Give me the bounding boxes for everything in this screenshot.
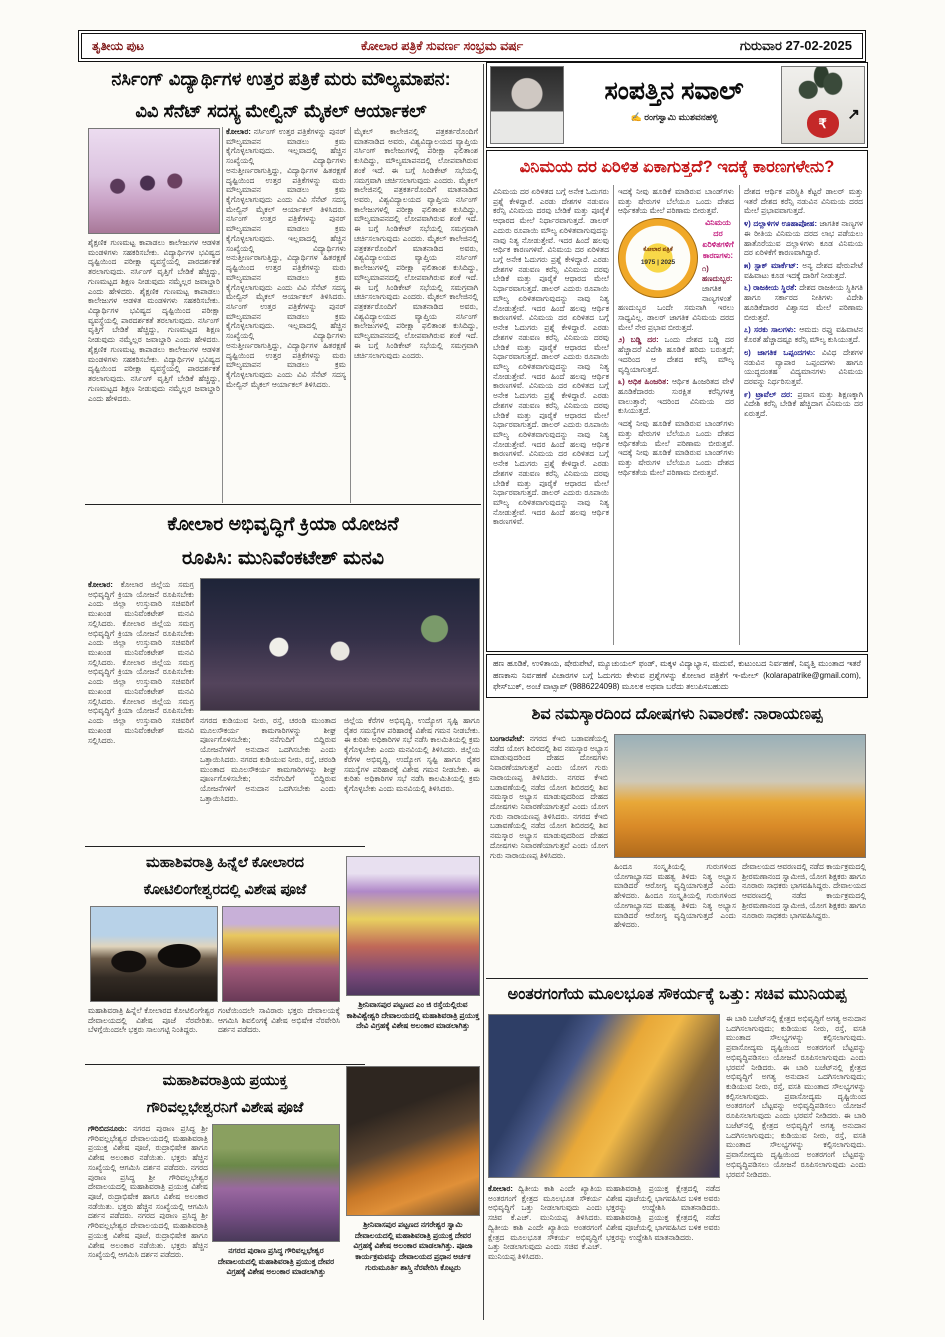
item-lead: ೫) ಸ್ಟಾಕ್ ಮಾರ್ಕೆಟ್:: [744, 261, 799, 271]
wealth-col3-top-text: ದೇಶದ ಆರ್ಥಿಕ ಪರಿಸ್ಥಿತಿ ಕೆಟ್ಟರೆ ಡಾಲರ್ ಮತ್ತು ಇತರೆ ದೇಶದ ಕರೆನ್ಸಿ ನಡುವಿನ ವಿನಿಮಯ ದರದ ಮೇಲೆ ಪ್ರಭಾವವಾಗುತ್ತದೆ.: [744, 187, 863, 216]
shiva-yoga-headline: ಶಿವ ನಮಸ್ಕಾರದಿಂದ ದೋಷಗಳು ನಿವಾರಣೆ: ನಾರಾಯಣಪ್ಪ: [531, 706, 823, 723]
item-text: ಅನ್ಯ ದೇಶದ ಷೇರುಪೇಟೆ ವಹಿವಾಟು ಕೂಡ ಇದಕ್ಕೆ ದಾರಿಗೆ ನೀಡುತ್ತದೆ.: [744, 261, 863, 280]
nursing-body-col1: [226, 127, 346, 503]
shiva-yoga-col1-text: ನಗರದ ಕೆಇಬಿ ಬಡಾವಣೆಯಲ್ಲಿ ನಡೆದ ಯೋಗ ಶಿಬಿರದಲ್ಲಿ ಶಿವ ನಮಸ್ಕಾರ ಅಭ್ಯಾಸ ಮಾಡುವುದರಿಂದ ದೇಹದ ದೋಷಗಳು ನಿವಾರಣೆಯಾಗುತ್ತವೆ ಎಂದು ಯೋಗ ಗುರು ನಾರಾಯಣಪ್ಪ ತಿಳಿಸಿದರು. ನಗರದ ಕೆಇಬಿ ಬಡಾವಣೆಯಲ್ಲಿ ನಡೆದ ಯೋಗ ಶಿಬಿರದಲ್ಲಿ ಶಿವ ನಮಸ್ಕಾರ ಅಭ್ಯಾಸ ಮಾಡುವುದರಿಂದ ದೇಹದ ದೋಷಗಳು ನಿವಾರಣೆಯಾಗುತ್ತವೆ ಎಂದು ಯೋಗ ಗುರು ನಾರಾಯಣಪ್ಪ ತಿಳಿಸಿದರು. ನಗರದ ಕೆಇಬಿ ಬಡಾವಣೆಯಲ್ಲಿ ನಡೆದ ಯೋಗ ಶಿಬಿರದಲ್ಲಿ ಶಿವ ನಮಸ್ಕಾರ ಅಭ್ಯಾಸ ಮಾಡುವುದರಿಂದ ದೇಹದ ದೋಷಗಳು ನಿವಾರಣೆಯಾಗುತ್ತವೆ ಎಂದು ಯೋಗ ಗುರು ನಾರಾಯಣಪ್ಪ ತಿಳಿಸಿದರು.: [490, 734, 608, 860]
wealth-column-title: ಸಂಪತ್ತಿನ ಸವಾಲ್: [604, 77, 744, 105]
kolar-dev-dais-photo: [200, 578, 480, 711]
kolar-dev-col1-text: ಕೋಲಾರ ಜಿಲ್ಲೆಯ ಸಮಗ್ರ ಅಭಿವೃದ್ಧಿಗೆ ಕ್ರಿಯಾ ಯೋಜನೆ ರೂಪಿಸಬೇಕು ಎಂದು ಜಿಲ್ಲಾ ಉಸ್ತುವಾರಿ ಸಚಿವರಿಗೆ ಮುಖಂಡ ಮುನಿವೆಂಕಟೇಶ್ ಮನವಿ ಸಲ್ಲಿಸಿದರು. ಕೋಲಾರ ಜಿಲ್ಲೆಯ ಸಮಗ್ರ ಅಭಿವೃದ್ಧಿಗೆ ಕ್ರಿಯಾ ಯೋಜನೆ ರೂಪಿಸಬೇಕು ಎಂದು ಜಿಲ್ಲಾ ಉಸ್ತುವಾರಿ ಸಚಿವರಿಗೆ ಮುಖಂಡ ಮುನಿವೆಂಕಟೇಶ್ ಮನವಿ ಸಲ್ಲಿಸಿದರು. ಕೋಲಾರ ಜಿಲ್ಲೆಯ ಸಮಗ್ರ ಅಭಿವೃದ್ಧಿಗೆ ಕ್ರಿಯಾ ಯೋಜನೆ ರೂಪಿಸಬೇಕು ಎಂದು ಜಿಲ್ಲಾ ಉಸ್ತುವಾರಿ ಸಚಿವರಿಗೆ ಮುಖಂಡ ಮುನಿವೆಂಕಟೇಶ್ ಮನವಿ ಸಲ್ಲಿಸಿದರು. ಕೋಲಾರ ಜಿಲ್ಲೆಯ ಸಮಗ್ರ ಅಭಿವೃದ್ಧಿಗೆ ಕ್ರಿಯಾ ಯೋಜನೆ ರೂಪಿಸಬೇಕು ಎಂದು ಜಿಲ್ಲಾ ಉಸ್ತುವಾರಿ ಸಚಿವರಿಗೆ ಮುಖಂಡ ಮುನಿವೆಂಕಟೇಶ್ ಮನವಿ ಸಲ್ಲಿಸಿದರು.: [88, 580, 194, 745]
item-lead: ೬) ರಾಜಕೀಯ ಸ್ಥಿರತೆ:: [744, 283, 797, 293]
gauri-col1-text: ನಗರದ ಪುರಾಣ ಪ್ರಸಿದ್ಧ ಶ್ರೀ ಗೌರಿವಲ್ಲಭೇಶ್ವರ ದೇವಾಲಯದಲ್ಲಿ ಮಹಾಶಿವರಾತ್ರಿ ಪ್ರಯುಕ್ತ ವಿಶೇಷ ಪೂಜೆ, ರುದ್ರಾಭಿಷೇಕ ಹಾಗೂ ವಿಶೇಷ ಅಲಂಕಾರ ನಡೆಯಿತು. ಭಕ್ತರು ಹೆಚ್ಚಿನ ಸಂಖ್ಯೆಯಲ್ಲಿ ಆಗಮಿಸಿ ದರ್ಶನ ಪಡೆದರು. ನಗರದ ಪುರಾಣ ಪ್ರಸಿದ್ಧ ಶ್ರೀ ಗೌರಿವಲ್ಲಭೇಶ್ವರ ದೇವಾಲಯದಲ್ಲಿ ಮಹಾಶಿವರಾತ್ರಿ ಪ್ರಯುಕ್ತ ವಿಶೇಷ ಪೂಜೆ, ರುದ್ರಾಭಿಷೇಕ ಹಾಗೂ ವಿಶೇಷ ಅಲಂಕಾರ ನಡೆಯಿತು. ಭಕ್ತರು ಹೆಚ್ಚಿನ ಸಂಖ್ಯೆಯಲ್ಲಿ ಆಗಮಿಸಿ ದರ್ಶನ ಪಡೆದರು. ನಗರದ ಪುರಾಣ ಪ್ರಸಿದ್ಧ ಶ್ರೀ ಗೌರಿವಲ್ಲಭೇಶ್ವರ ದೇವಾಲಯದಲ್ಲಿ ಮಹಾಶಿವರಾತ್ರಿ ಪ್ರಯುಕ್ತ ವಿಶೇಷ ಪೂಜೆ, ರುದ್ರಾಭಿಷೇಕ ಹಾಗೂ ವಿಶೇಷ ಅಲಂಕಾರ ನಡೆಯಿತು. ಭಕ್ತರು ಹೆಚ್ಚಿನ ಸಂಖ್ಯೆಯಲ್ಲಿ ಆಗಮಿಸಿ ದರ್ಶನ ಪಡೆದರು.: [88, 1124, 208, 1260]
kolar-dev-dateline: ಕೋಲಾರ:: [88, 580, 113, 589]
money-plant-illustration: [781, 66, 865, 144]
item-text: ದೇಶದ ರಾಜಕೀಯ ಸ್ಥಿತಿಗತಿ ಹಾಗೂ ಸರ್ಕಾರದ ನೀತಿಗಳು ವಿದೇಶಿ ಹೂಡಿಕೆದಾರರ ವಿಶ್ವಾಸದ ಮೇಲೆ ಪರಿಣಾಮ ಬೀರುತ್ತವೆ.: [744, 283, 863, 322]
reader-contact-text: ಹಣ ಹೂಡಿಕೆ, ಉಳಿತಾಯ, ಷೇರುಪೇಟೆ, ಮ್ಯೂಚುಯಲ್ ಫಂಡ್, ಮಕ್ಕಳ ವಿದ್ಯಾಭ್ಯಾಸ, ಮದುವೆ, ಕುಟುಂಬದ ನಿರ್ವಹಣೆ, ನಿವೃತ್ತಿ ಮುಂತಾದ ಇತರೆ ಹಣಕಾಸು ನಿರ್ವಹಣೆ ವಿಚಾರಗಳ ಬಗ್ಗೆ ಓದುಗರು ಕೇಳುವ ಪ್ರಶ್ನೆಗಳನ್ನು ಕೋಲಾರ ಪತ್ರಿಕೆಗೆ ಇ-ಮೇಲ್ (kolarapatrike@gmail.com), ಫೇಸ್‌ಬುಕ್, ಅಂಚೆ ವಾಟ್ಸಾಪ್ (9886224098) ಮೂಲಕ ಅಥವಾ ಬರೆದು ತಲುಪಿಸಬಹುದು: [493, 659, 861, 692]
section-rule: [486, 978, 868, 979]
gauri-headline-line2: ಗೌರಿವಲ್ಲಭೇಶ್ವರನಿಗೆ ವಿಶೇಷ ಪೂಜೆ: [146, 1099, 304, 1116]
columnist-portrait: [490, 66, 564, 144]
growth-arrow-icon: ↗: [847, 106, 860, 123]
kotilinga-col1: [88, 1006, 214, 1062]
wealth-subhead: ವಿನಿಮಯ ದರ ಏರಿಳಿತಗಳಿಗೆ ಕಾರಣಗಳು:: [702, 218, 734, 260]
nursing-event-photo: [88, 128, 220, 234]
center-column-rule: [483, 64, 484, 1320]
kotilinga-col2: [218, 1006, 340, 1062]
wealth-col1-text: ವಿನಿಮಯ ದರ ಏರಿಳಿತದ ಬಗ್ಗೆ ಅನೇಕ ಓದುಗರು ಪ್ರಶ್ನೆ ಕೇಳಿದ್ದಾರೆ. ಎರಡು ದೇಶಗಳ ನಡುವಣ ಕರೆನ್ಸಿ ವಿನಿಮಯ ದರವು ಬೇಡಿಕೆ ಮತ್ತು ಪೂರೈಕೆ ಆಧಾರದ ಮೇಲೆ ನಿರ್ಧಾರವಾಗುತ್ತದೆ. ಡಾಲರ್ ಎದುರು ರೂಪಾಯಿ ಮೌಲ್ಯ ಏರಿಳಿತವಾಗುವುದನ್ನು ನಾವು ನಿತ್ಯ ನೋಡುತ್ತೇವೆ. ಇದರ ಹಿಂದೆ ಹಲವು ಆರ್ಥಿಕ ಕಾರಣಗಳಿವೆ. ವಿನಿಮಯ ದರ ಏರಿಳಿತದ ಬಗ್ಗೆ ಅನೇಕ ಓದುಗರು ಪ್ರಶ್ನೆ ಕೇಳಿದ್ದಾರೆ. ಎರಡು ದೇಶಗಳ ನಡುವಣ ಕರೆನ್ಸಿ ವಿನಿಮಯ ದರವು ಬೇಡಿಕೆ ಮತ್ತು ಪೂರೈಕೆ ಆಧಾರದ ಮೇಲೆ ನಿರ್ಧಾರವಾಗುತ್ತದೆ. ಡಾಲರ್ ಎದುರು ರೂಪಾಯಿ ಮೌಲ್ಯ ಏರಿಳಿತವಾಗುವುದನ್ನು ನಾವು ನಿತ್ಯ ನೋಡುತ್ತೇವೆ. ಇದರ ಹಿಂದೆ ಹಲವು ಆರ್ಥಿಕ ಕಾರಣಗಳಿವೆ. ವಿನಿಮಯ ದರ ಏರಿಳಿತದ ಬಗ್ಗೆ ಅನೇಕ ಓದುಗರು ಪ್ರಶ್ನೆ ಕೇಳಿದ್ದಾರೆ. ಎರಡು ದೇಶಗಳ ನಡುವಣ ಕರೆನ್ಸಿ ವಿನಿಮಯ ದರವು ಬೇಡಿಕೆ ಮತ್ತು ಪೂರೈಕೆ ಆಧಾರದ ಮೇಲೆ ನಿರ್ಧಾರವಾಗುತ್ತದೆ. ಡಾಲರ್ ಎದುರು ರೂಪಾಯಿ ಮೌಲ್ಯ ಏರಿಳಿತವಾಗುವುದನ್ನು ನಾವು ನಿತ್ಯ ನೋಡುತ್ತೇವೆ. ಇದರ ಹಿಂದೆ ಹಲವು ಆರ್ಥಿಕ ಕಾರಣಗಳಿವೆ. ವಿನಿಮಯ ದರ ಏರಿಳಿತದ ಬಗ್ಗೆ ಅನೇಕ ಓದುಗರು ಪ್ರಶ್ನೆ ಕೇಳಿದ್ದಾರೆ. ಎರಡು ದೇಶಗಳ ನಡುವಣ ಕರೆನ್ಸಿ ವಿನಿಮಯ ದರವು ಬೇಡಿಕೆ ಮತ್ತು ಪೂರೈಕೆ ಆಧಾರದ ಮೇಲೆ ನಿರ್ಧಾರವಾಗುತ್ತದೆ. ಡಾಲರ್ ಎದುರು ರೂಪಾಯಿ ಮೌಲ್ಯ ಏರಿಳಿತವಾಗುವುದನ್ನು ನಾವು ನಿತ್ಯ ನೋಡುತ್ತೇವೆ. ಇದರ ಹಿಂದೆ ಹಲವು ಆರ್ಥಿಕ ಕಾರಣಗಳಿವೆ. ವಿನಿಮಯ ದರ ಏರಿಳಿತದ ಬಗ್ಗೆ ಅನೇಕ ಓದುಗರು ಪ್ರಶ್ನೆ ಕೇಳಿದ್ದಾರೆ. ಎರಡು ದೇಶಗಳ ನಡುವಣ ಕರೆನ್ಸಿ ವಿನಿಮಯ ದರವು ಬೇಡಿಕೆ ಮತ್ತು ಪೂರೈಕೆ ಆಧಾರದ ಮೇಲೆ ನಿರ್ಧಾರವಾಗುತ್ತದೆ. ಡಾಲರ್ ಎದುರು ರೂಪಾಯಿ ಮೌಲ್ಯ ಏರಿಳಿತವಾಗುವುದನ್ನು ನಾವು ನಿತ್ಯ ನೋಡುತ್ತೇವೆ. ಇದರ ಹಿಂದೆ ಹಲವು ಆರ್ಥಿಕ ಕಾರಣಗಳಿವೆ.: [493, 187, 609, 527]
section-rule: [85, 504, 481, 505]
kotilinga-col1-text: ಮಹಾಶಿವರಾತ್ರಿ ಹಿನ್ನೆಲೆ ಕೋಲಾರದ ಕೋಟಿಲಿಂಗೇಶ್ವರ ದೇವಾಲಯದಲ್ಲಿ ವಿಶೇಷ ಪೂಜೆ ನೆರವೇರಿತು. ಬೆಳಗ್ಗೆಯಿಂದಲೇ ಭಕ್ತರು ಸಾಲುಗಟ್ಟಿ ನಿಂತಿದ್ದರು.: [88, 1006, 214, 1035]
wealth-byline: [571, 112, 777, 123]
item-lead: ೨) ಬಡ್ಡಿ ದರ:: [618, 335, 659, 345]
antaragange-dateline: ಕೋಲಾರ:: [488, 1184, 513, 1193]
kotilinga-headline-line1: ಮಹಾಶಿವರಾತ್ರಿ ಹಿನ್ನೆಲೆ ಕೋಲಾರದ: [146, 855, 304, 871]
wealth-right-item: [744, 348, 863, 387]
seal-years: 1975 | 2025: [640, 259, 676, 267]
nagareshwara-caption: [346, 1220, 480, 1320]
shiva-yoga-col2-text: ಹಿಂದೂ ಸಂಸ್ಕೃತಿಯಲ್ಲಿ ಗುರುಗಳಿಂದ ಯೋಗಾಭ್ಯಾಸದ ಮಹತ್ವ ತಿಳಿದು ನಿತ್ಯ ಅಭ್ಯಾಸ ಮಾಡಿದರೆ ಆರೋಗ್ಯ ವೃದ್ಧಿಯಾಗುತ್ತದೆ ಎಂದು ಹೇಳಿದರು. ಹಿಂದೂ ಸಂಸ್ಕೃತಿಯಲ್ಲಿ ಗುರುಗಳಿಂದ ಯೋಗಾಭ್ಯಾಸದ ಮಹತ್ವ ತಿಳಿದು ನಿತ್ಯ ಅಭ್ಯಾಸ ಮಾಡಿದರೆ ಆರೋಗ್ಯ ವೃದ್ಧಿಯಾಗುತ್ತದೆ ಎಂದು ಹೇಳಿದರು.: [614, 862, 736, 930]
item-text: ಇದಕ್ಕೆ ನೀವು ಹೂಡಿಕೆ ಮಾಡಿರುವ ಬಾಂಡ್‌ಗಳು ಮತ್ತು ಷೇರುಗಳ ಬೆಲೆಯೂ ಒಂದು ದೇಶದ ಆರ್ಥಿಕತೆಯ ಮೇಲೆ ಪರಿಣಾಮ ಬೀರುತ್ತವೆ. ಇದಕ್ಕೆ ನೀವು ಹೂಡಿಕೆ ಮಾಡಿರುವ ಬಾಂಡ್‌ಗಳು ಮತ್ತು ಷೇರುಗಳ ಬೆಲೆಯೂ ಒಂದು ದೇಶದ ಆರ್ಥಿಕತೆಯ ಮೇಲೆ ಪರಿಣಾಮ ಬೀರುತ್ತವೆ.: [618, 419, 734, 477]
kotilinga-headline-line2: ಕೋಟಿಲಿಂಗೇಶ್ವರದಲ್ಲಿ ವಿಶೇಷ ಪೂಜೆ: [143, 881, 307, 898]
gauri-dateline: ಗೌರಿಬಿದನೂರು:: [88, 1124, 127, 1133]
nursing-col3-text: ಶೈಕ್ಷಣಿಕ ಗುಣಮಟ್ಟ ಕಾಪಾಡಲು ಕಾಲೇಜುಗಳ ಆಡಳಿತ ಮಂಡಳಿಗಳು ಸಹಕರಿಸಬೇಕು. ವಿದ್ಯಾರ್ಥಿಗಳ ಭವಿಷ್ಯದ ದೃಷ್ಟಿಯಿಂದ ಪರೀಕ್ಷಾ ವ್ಯವಸ್ಥೆಯಲ್ಲಿ ಪಾರದರ್ಶಕತೆ ತರಲಾಗುವುದು. ನರ್ಸಿಂಗ್ ವೃತ್ತಿಗೆ ಬೇಡಿಕೆ ಹೆಚ್ಚಿದ್ದು, ಗುಣಮಟ್ಟದ ಶಿಕ್ಷಣ ನೀಡುವುದು ನಮ್ಮೆಲ್ಲರ ಜವಾಬ್ದಾರಿ ಎಂದು ಹೇಳಿದರು. ಶೈಕ್ಷಣಿಕ ಗುಣಮಟ್ಟ ಕಾಪಾಡಲು ಕಾಲೇಜುಗಳ ಆಡಳಿತ ಮಂಡಳಿಗಳು ಸಹಕರಿಸಬೇಕು. ವಿದ್ಯಾರ್ಥಿಗಳ ಭವಿಷ್ಯದ ದೃಷ್ಟಿಯಿಂದ ಪರೀಕ್ಷಾ ವ್ಯವಸ್ಥೆಯಲ್ಲಿ ಪಾರದರ್ಶಕತೆ ತರಲಾಗುವುದು. ನರ್ಸಿಂಗ್ ವೃತ್ತಿಗೆ ಬೇಡಿಕೆ ಹೆಚ್ಚಿದ್ದು, ಗುಣಮಟ್ಟದ ಶಿಕ್ಷಣ ನೀಡುವುದು ನಮ್ಮೆಲ್ಲರ ಜವಾಬ್ದಾರಿ ಎಂದು ಹೇಳಿದರು. ಶೈಕ್ಷಣಿಕ ಗುಣಮಟ್ಟ ಕಾಪಾಡಲು ಕಾಲೇಜುಗಳ ಆಡಳಿತ ಮಂಡಳಿಗಳು ಸಹಕರಿಸಬೇಕು. ವಿದ್ಯಾರ್ಥಿಗಳ ಭವಿಷ್ಯದ ದೃಷ್ಟಿಯಿಂದ ಪರೀಕ್ಷಾ ವ್ಯವಸ್ಥೆಯಲ್ಲಿ ಪಾರದರ್ಶಕತೆ ತರಲಾಗುವುದು. ನರ್ಸಿಂಗ್ ವೃತ್ತಿಗೆ ಬೇಡಿಕೆ ಹೆಚ್ಚಿದ್ದು, ಗುಣಮಟ್ಟದ ಶಿಕ್ಷಣ ನೀಡುವುದು ನಮ್ಮೆಲ್ಲರ ಜವಾಬ್ದಾರಿ ಎಂದು ಹೇಳಿದರು.: [88, 238, 220, 403]
antaragange-puja-photo: [488, 1014, 720, 1178]
seal-name: ಕೋಲಾರ ಪತ್ರಿಕೆ: [643, 247, 673, 254]
kolar-dev-col2: [200, 716, 336, 844]
kolar-dev-headline-line1: ಕೋಲಾರ ಅಭಿವೃದ್ಧಿಗೆ ಕ್ರಿಯಾ ಯೋಜನೆ: [167, 514, 399, 535]
section-rule: [85, 1064, 365, 1065]
nagareshwara-caption-text: ಶ್ರೀನಿವಾಸಪುರ ಪಟ್ಟಣದ ನಗರೇಶ್ವರ ಸ್ವಾಮಿ ದೇವಾಲಯದಲ್ಲಿ ಮಹಾಶಿವರಾತ್ರಿ ಪ್ರಯುಕ್ತ ದೇವರ ವಿಗ್ರಹಕ್ಕೆ ವಿಶೇಷ ಅಲಂಕಾರ ಮಾಡಲಾಗಿತ್ತು. ಪೂಜಾ ಕಾರ್ಯಕ್ರಮವನ್ನು ದೇವಾಲಯದ ಪ್ರಧಾನ ಅರ್ಚಕ ಗುರುಮೂರ್ತಿ ಶಾಸ್ತ್ರಿ ನೆರವೇರಿಸಿ ಕೊಟ್ಟರು: [353, 1220, 473, 1272]
section-rule: [85, 846, 365, 847]
item-text: ಜಾಗತಿಕ ನಾಣ್ಯಗಳ ಈ ರೀತಿಯ ವಿನಿಮಯ ದರದ ಲಾಭ ಪಡೆಯಲು ಹಾತೊರೆಯುವ ದಲ್ಲಾಳಿಗಳು ಕೂಡ ವಿನಿಮಯ ದರ ಏರಿಳಿಕೆಗೆ ಕಾರಣವಾಗಿದ್ದಾರೆ.: [744, 219, 863, 258]
nursing-dateline: ಕೋಲಾರ:: [226, 127, 251, 136]
date-label: ಗುರುವಾರ 27-02-2025: [739, 38, 852, 53]
column-rule: [613, 185, 614, 645]
nursing-body-col2: [354, 127, 478, 503]
header-bar: [78, 30, 866, 62]
kolar-dev-headline: [85, 508, 481, 576]
nursing-headline: [80, 64, 482, 127]
kotilinga-linga-photo: [90, 906, 218, 1002]
wealth-col3: [744, 187, 863, 645]
antaragange-headline: ಅಂತರಗಂಗೆಯ ಮೂಲಭೂತ ಸೌಕರ್ಯಕ್ಕೆ ಒತ್ತು: ಸಚಿವ ಮುನಿಯಪ್ಪ: [507, 986, 847, 1003]
wealth-col2-top-text: ಇದಕ್ಕೆ ನೀವು ಹೂಡಿಕೆ ಮಾಡಿರುವ ಬಾಂಡ್‌ಗಳು ಮತ್ತು ಷೇರುಗಳ ಬೆಲೆಯೂ ಒಂದು ದೇಶದ ಆರ್ಥಿಕತೆಯ ಮೇಲೆ ಪರಿಣಾಮ ಬೀರುತ್ತವೆ.: [618, 187, 734, 216]
item-text: ಒಂದು ದೇಶದ ಬಡ್ಡಿ ದರ ಹೆಚ್ಚಾದರೆ ವಿದೇಶಿ ಹೂಡಿಕೆ ಹರಿದು ಬರುತ್ತದೆ; ಇದರಿಂದ ಆ ದೇಶದ ಕರೆನ್ಸಿ ಮೌಲ್ಯ ವೃದ್ಧಿಯಾಗುತ್ತದೆ.: [618, 335, 734, 374]
wealth-mid-item: [618, 377, 734, 416]
shiva-yoga-col1: [490, 734, 608, 976]
item-lead: ೮) ಜಾಗತಿಕ ಒಪ್ಪಂದಗಳು:: [744, 347, 816, 357]
nagareshwara-photo: [346, 1066, 480, 1216]
wealth-right-item: [744, 219, 863, 258]
item-text: ಪ್ರವಾಸ ಮತ್ತು ಶಿಕ್ಷಣಕ್ಕಾಗಿ ವಿದೇಶಿ ಕರೆನ್ಸಿ ಬೇಡಿಕೆ ಹೆಚ್ಚಿದಾಗ ವಿನಿಮಯ ದರ ಏರುತ್ತದೆ.: [744, 389, 863, 419]
rupee-bag-icon: ₹: [807, 110, 839, 138]
wealth-col2: [618, 187, 734, 645]
kolar-dev-col3: [344, 716, 480, 844]
kolar-dev-headline-line2: ರೂಪಿಸಿ: ಮುನಿವೆಂಕಟೇಶ್ ಮನವಿ: [181, 548, 385, 570]
gauri-headline: [85, 1068, 365, 1122]
shiva-yoga-dateline: ಬಂಗಾರಪೇಟೆ:: [490, 734, 525, 743]
yoga-group-photo: [614, 734, 866, 858]
shiva-yoga-col3: [742, 862, 866, 976]
nursing-headline-line2: ವಿವಿ ಸೆನೆಟ್ ಸದಸ್ಯ ಮೇಲ್ವಿನ್ ಮೈಕಲ್ ಆರ್ಯಾಕಲ್: [135, 100, 427, 121]
wealth-title-block: [571, 77, 777, 123]
wealth-right-item: [744, 390, 863, 419]
antaragange-col2-text: ಮಹಾಶಿವರಾತ್ರಿ ಪ್ರಯುಕ್ತ ಕ್ಷೇತ್ರದಲ್ಲಿ ನಡೆದ ವಿಶೇಷ ಪೂಜೆಯಲ್ಲಿ ಭಾಗವಹಿಸಿದ ಬಳಿಕ ಅವರು ಭಕ್ತರನ್ನು ಉದ್ದೇಶಿಸಿ ಮಾತನಾಡಿದರು. ಮಹಾಶಿವರಾತ್ರಿ ಪ್ರಯುಕ್ತ ಕ್ಷೇತ್ರದಲ್ಲಿ ನಡೆದ ವಿಶೇಷ ಪೂಜೆಯಲ್ಲಿ ಭಾಗವಹಿಸಿದ ಬಳಿಕ ಅವರು ಭಕ್ತರನ್ನು ಉದ್ದೇಶಿಸಿ ಮಾತನಾಡಿದರು.: [606, 1184, 720, 1242]
antaragange-col3: [726, 1014, 866, 1320]
kotilinga-headline: [85, 850, 365, 904]
kolar-dev-col2-text: ನಗರದ ಕುಡಿಯುವ ನೀರು, ರಸ್ತೆ, ಚರಂಡಿ ಮುಂತಾದ ಮೂಲಸೌಕರ್ಯ ಕಾಮಗಾರಿಗಳನ್ನು ಶೀಘ್ರ ಪೂರ್ಣಗೊಳಿಸಬೇಕು; ನನೆಗುದಿಗೆ ಬಿದ್ದಿರುವ ಯೋಜನೆಗಳಿಗೆ ಅನುದಾನ ಒದಗಿಸಬೇಕು ಎಂದು ಒತ್ತಾಯಿಸಿದರು. ನಗರದ ಕುಡಿಯುವ ನೀರು, ರಸ್ತೆ, ಚರಂಡಿ ಮುಂತಾದ ಮೂಲಸೌಕರ್ಯ ಕಾಮಗಾರಿಗಳನ್ನು ಶೀಘ್ರ ಪೂರ್ಣಗೊಳಿಸಬೇಕು; ನನೆಗುದಿಗೆ ಬಿದ್ದಿರುವ ಯೋಜನೆಗಳಿಗೆ ಅನುದಾನ ಒದಗಿಸಬೇಕು ಎಂದು ಒತ್ತಾಯಿಸಿದರು.: [200, 716, 336, 803]
antaragange-col3-text: ಈ ಬಾರಿ ಬಜೆಟ್‌ನಲ್ಲಿ ಕ್ಷೇತ್ರದ ಅಭಿವೃದ್ಧಿಗೆ ಅಗತ್ಯ ಅನುದಾನ ಒದಗಿಸಲಾಗುವುದು; ಕುಡಿಯುವ ನೀರು, ರಸ್ತೆ, ವಸತಿ ಮುಂತಾದ ಸೌಲಭ್ಯಗಳನ್ನು ಕಲ್ಪಿಸಲಾಗುವುದು. ಪ್ರವಾಸೋದ್ಯಮ ದೃಷ್ಟಿಯಿಂದ ಅಂತರಗಂಗೆ ಬೆಟ್ಟವನ್ನು ಅಭಿವೃದ್ಧಿಪಡಿಸಲು ಯೋಜನೆ ರೂಪಿಸಲಾಗುವುದು ಎಂದು ಭರವಸೆ ನೀಡಿದರು. ಈ ಬಾರಿ ಬಜೆಟ್‌ನಲ್ಲಿ ಕ್ಷೇತ್ರದ ಅಭಿವೃದ್ಧಿಗೆ ಅಗತ್ಯ ಅನುದಾನ ಒದಗಿಸಲಾಗುವುದು; ಕುಡಿಯುವ ನೀರು, ರಸ್ತೆ, ವಸತಿ ಮುಂತಾದ ಸೌಲಭ್ಯಗಳನ್ನು ಕಲ್ಪಿಸಲಾಗುವುದು. ಪ್ರವಾಸೋದ್ಯಮ ದೃಷ್ಟಿಯಿಂದ ಅಂತರಗಂಗೆ ಬೆಟ್ಟವನ್ನು ಅಭಿವೃದ್ಧಿಪಡಿಸಲು ಯೋಜನೆ ರೂಪಿಸಲಾಗುವುದು ಎಂದು ಭರವಸೆ ನೀಡಿದರು. ಈ ಬಾರಿ ಬಜೆಟ್‌ನಲ್ಲಿ ಕ್ಷೇತ್ರದ ಅಭಿವೃದ್ಧಿಗೆ ಅಗತ್ಯ ಅನುದಾನ ಒದಗಿಸಲಾಗುವುದು; ಕುಡಿಯುವ ನೀರು, ರಸ್ತೆ, ವಸತಿ ಮುಂತಾದ ಸೌಲಭ್ಯಗಳನ್ನು ಕಲ್ಪಿಸಲಾಗುವುದು. ಪ್ರವಾಸೋದ್ಯಮ ದೃಷ್ಟಿಯಿಂದ ಅಂತರಗಂಗೆ ಬೆಟ್ಟವನ್ನು ಅಭಿವೃದ್ಧಿಪಡಿಸಲು ಯೋಜನೆ ರೂಪಿಸಲಾಗುವುದು ಎಂದು ಭರವಸೆ ನೀಡಿದರು.: [726, 1014, 866, 1179]
reader-contact-box: [486, 654, 868, 698]
kashivishweshwari-caption-text: ಶ್ರೀನಿವಾಸಪುರ ಪಟ್ಟಣದ ಎಂ ಜಿ ರಸ್ತೆಯಲ್ಲಿರುವ ಕಾಶಿವಿಶ್ವೇಶ್ವರಿ ದೇವಾಲಯದಲ್ಲಿ ಮಹಾಶಿವರಾತ್ರಿ ಪ್ರಯುಕ್ತ ದೇವಿ ವಿಗ್ರಹಕ್ಕೆ ವಿಶೇಷ ಅಲಂಕಾರ ಮಾಡಲಾಗಿತ್ತು: [346, 1000, 480, 1031]
item-text: ಆರ್ಥಿಕ ಹಿಂಜರಿತದ ವೇಳೆ ಹೂಡಿಕೆದಾರರು ಸುರಕ್ಷಿತ ಕರೆನ್ಸಿಗಳತ್ತ ವಾಲುತ್ತಾರೆ; ಇದರಿಂದ ವಿನಿಮಯ ದರ ಕುಸಿಯುತ್ತದೆ.: [618, 377, 734, 416]
nursing-body-col3: [88, 238, 220, 503]
item-text: ಜಾಗತಿಕ ನಾಣ್ಯಗಳಂತೆ ಹಣದುಬ್ಬರ ಒಂದೇ ಸಮನಾಗಿ ಇರಲು ಸಾಧ್ಯವಿಲ್ಲ. ಡಾಲರ್ ಜಾಗತಿಕ ವಿನಿಮಯ ದರದ ಮೇಲೆ ನೇರ ಪ್ರಭಾವ ಬೀರುತ್ತದೆ.: [618, 283, 734, 332]
nursing-col1-text: ನರ್ಸಿಂಗ್ ಉತ್ತರ ಪತ್ರಿಕೆಗಳನ್ನು ಪುನರ್ ಮೌಲ್ಯಮಾಪನ ಮಾಡಲು ಕ್ರಮ ಕೈಗೊಳ್ಳಲಾಗುವುದು. ಇಲ್ಲವಾದಲ್ಲಿ ಹೆಚ್ಚಿನ ಸಂಖ್ಯೆಯಲ್ಲಿ ವಿದ್ಯಾರ್ಥಿಗಳು ಅನುತ್ತೀರ್ಣರಾಗುತ್ತಿದ್ದು, ವಿದ್ಯಾರ್ಥಿಗಳ ಹಿತರಕ್ಷಣೆ ದೃಷ್ಟಿಯಿಂದ ಉತ್ತರ ಪತ್ರಿಕೆಗಳನ್ನು ಮರು ಮೌಲ್ಯಮಾಪನ ಮಾಡಲು ಕ್ರಮ ಕೈಗೊಳ್ಳಲಾಗುವುದು ಎಂದು ವಿವಿ ಸೆನೆಟ್ ಸದಸ್ಯ ಮೇಲ್ವಿನ್ ಮೈಕಲ್ ಆರ್ಯಾಕಲ್ ತಿಳಿಸಿದರು. ನರ್ಸಿಂಗ್ ಉತ್ತರ ಪತ್ರಿಕೆಗಳನ್ನು ಪುನರ್ ಮೌಲ್ಯಮಾಪನ ಮಾಡಲು ಕ್ರಮ ಕೈಗೊಳ್ಳಲಾಗುವುದು. ಇಲ್ಲವಾದಲ್ಲಿ ಹೆಚ್ಚಿನ ಸಂಖ್ಯೆಯಲ್ಲಿ ವಿದ್ಯಾರ್ಥಿಗಳು ಅನುತ್ತೀರ್ಣರಾಗುತ್ತಿದ್ದು, ವಿದ್ಯಾರ್ಥಿಗಳ ಹಿತರಕ್ಷಣೆ ದೃಷ್ಟಿಯಿಂದ ಉತ್ತರ ಪತ್ರಿಕೆಗಳನ್ನು ಮರು ಮೌಲ್ಯಮಾಪನ ಮಾಡಲು ಕ್ರಮ ಕೈಗೊಳ್ಳಲಾಗುವುದು ಎಂದು ವಿವಿ ಸೆನೆಟ್ ಸದಸ್ಯ ಮೇಲ್ವಿನ್ ಮೈಕಲ್ ಆರ್ಯಾಕಲ್ ತಿಳಿಸಿದರು. ನರ್ಸಿಂಗ್ ಉತ್ತರ ಪತ್ರಿಕೆಗಳನ್ನು ಪುನರ್ ಮೌಲ್ಯಮಾಪನ ಮಾಡಲು ಕ್ರಮ ಕೈಗೊಳ್ಳಲಾಗುವುದು. ಇಲ್ಲವಾದಲ್ಲಿ ಹೆಚ್ಚಿನ ಸಂಖ್ಯೆಯಲ್ಲಿ ವಿದ್ಯಾರ್ಥಿಗಳು ಅನುತ್ತೀರ್ಣರಾಗುತ್ತಿದ್ದು, ವಿದ್ಯಾರ್ಥಿಗಳ ಹಿತರಕ್ಷಣೆ ದೃಷ್ಟಿಯಿಂದ ಉತ್ತರ ಪತ್ರಿಕೆಗಳನ್ನು ಮರು ಮೌಲ್ಯಮಾಪನ ಮಾಡಲು ಕ್ರಮ ಕೈಗೊಳ್ಳಲಾಗುವುದು ಎಂದು ವಿವಿ ಸೆನೆಟ್ ಸದಸ್ಯ ಮೇಲ್ವಿನ್ ಮೈಕಲ್ ಆರ್ಯಾಕಲ್ ತಿಳಿಸಿದರು.: [226, 127, 346, 389]
kashivishweshwari-photo: [346, 856, 480, 996]
wealth-headline: ವಿನಿಮಯ ದರ ಏರಿಳಿತ ಏಕಾಗುತ್ತದೆ? ಇದಕ್ಕೆ ಕಾರಣಗಳೇನು?: [519, 158, 835, 176]
gauri-photo-caption: [212, 1246, 340, 1320]
gauri-col1: [88, 1124, 208, 1320]
item-lead: ೪) ದಲ್ಲಾಳಿಗಳ ಊಹಾಪೋಹ:: [744, 219, 817, 229]
kolar-dev-col3-text: ಜಿಲ್ಲೆಯ ಕೆರೆಗಳ ಅಭಿವೃದ್ಧಿ, ಉದ್ಯೋಗ ಸೃಷ್ಟಿ ಹಾಗೂ ರೈತರ ಸಮಸ್ಯೆಗಳ ಪರಿಹಾರಕ್ಕೆ ವಿಶೇಷ ಗಮನ ನೀಡಬೇಕು. ಈ ಕುರಿತು ಅಧಿಕಾರಿಗಳ ಸಭೆ ನಡೆಸಿ ಕಾಲಮಿತಿಯಲ್ಲಿ ಕ್ರಮ ಕೈಗೊಳ್ಳಬೇಕು ಎಂದು ಮನವಿಯಲ್ಲಿ ತಿಳಿಸಿದರು. ಜಿಲ್ಲೆಯ ಕೆರೆಗಳ ಅಭಿವೃದ್ಧಿ, ಉದ್ಯೋಗ ಸೃಷ್ಟಿ ಹಾಗೂ ರೈತರ ಸಮಸ್ಯೆಗಳ ಪರಿಹಾರಕ್ಕೆ ವಿಶೇಷ ಗಮನ ನೀಡಬೇಕು. ಈ ಕುರಿತು ಅಧಿಕಾರಿಗಳ ಸಭೆ ನಡೆಸಿ ಕಾಲಮಿತಿಯಲ್ಲಿ ಕ್ರಮ ಕೈಗೊಳ್ಳಬೇಕು ಎಂದು ಮನವಿಯಲ್ಲಿ ತಿಳಿಸಿದರು.: [344, 716, 480, 794]
wealth-byline-name: ರಂಗಸ್ವಾಮಿ ಮುಶವನಹಳ್ಳಿ: [644, 112, 718, 122]
antaragange-col1: [488, 1184, 602, 1320]
column-rule: [350, 127, 351, 503]
gauri-photo-caption-text: ನಗರದ ಪುರಾಣ ಪ್ರಸಿದ್ಧ ಗೌರಿವಲ್ಲಭೇಶ್ವರ ದೇವಾಲಯದಲ್ಲಿ ಮಹಾಶಿವರಾತ್ರಿ ಪ್ರಯುಕ್ತ ದೇವರ ವಿಗ್ರಹಕ್ಕೆ ವಿಶೇಷ ಅಲಂಕಾರ ಮಾಡಲಾಗಿತ್ತು: [217, 1246, 335, 1277]
wealth-col1: [493, 187, 609, 645]
wealth-mid-item: [618, 335, 734, 374]
gauri-deity-photo: [212, 1124, 340, 1242]
antaragange-col1-text: ದ್ವಿತೀಯ ಕಾಶಿ ಎಂದೇ ಖ್ಯಾತಿಯ ಅಂತರಗಂಗೆ ಕ್ಷೇತ್ರದ ಮೂಲಭೂತ ಸೌಕರ್ಯ ಅಭಿವೃದ್ಧಿಗೆ ಒತ್ತು ನೀಡಲಾಗುವುದು ಎಂದು ಸಚಿವ ಕೆ.ಎಚ್. ಮುನಿಯಪ್ಪ ತಿಳಿಸಿದರು. ದ್ವಿತೀಯ ಕಾಶಿ ಎಂದೇ ಖ್ಯಾತಿಯ ಅಂತರಗಂಗೆ ಕ್ಷೇತ್ರದ ಮೂಲಭೂತ ಸೌಕರ್ಯ ಅಭಿವೃದ್ಧಿಗೆ ಒತ್ತು ನೀಡಲಾಗುವುದು ಎಂದು ಸಚಿವ ಕೆ.ಎಚ್. ಮುನಿಯಪ್ಪ ತಿಳಿಸಿದರು.: [488, 1184, 602, 1262]
wealth-masthead-box: [486, 62, 868, 148]
kashivishweshwari-caption: [346, 1000, 480, 1062]
nursing-col2-text: ಮೈಕಲ್ ಕಾಲೇಜಿನಲ್ಲಿ ಪತ್ರಕರ್ತರೊಂದಿಗೆ ಮಾತನಾಡಿದ ಅವರು, ವಿಶ್ವವಿದ್ಯಾಲಯದ ವ್ಯಾಪ್ತಿಯ ನರ್ಸಿಂಗ್ ಕಾಲೇಜುಗಳಲ್ಲಿ ಪರೀಕ್ಷಾ ಫಲಿತಾಂಶ ಕುಸಿದಿದ್ದು, ಮೌಲ್ಯಮಾಪನದಲ್ಲಿ ಲೋಪವಾಗಿರುವ ಶಂಕೆ ಇದೆ. ಈ ಬಗ್ಗೆ ಸಿಂಡಿಕೇಟ್ ಸಭೆಯಲ್ಲಿ ಸಮಗ್ರವಾಗಿ ಚರ್ಚಿಸಲಾಗುವುದು ಎಂದರು. ಮೈಕಲ್ ಕಾಲೇಜಿನಲ್ಲಿ ಪತ್ರಕರ್ತರೊಂದಿಗೆ ಮಾತನಾಡಿದ ಅವರು, ವಿಶ್ವವಿದ್ಯಾಲಯದ ವ್ಯಾಪ್ತಿಯ ನರ್ಸಿಂಗ್ ಕಾಲೇಜುಗಳಲ್ಲಿ ಪರೀಕ್ಷಾ ಫಲಿತಾಂಶ ಕುಸಿದಿದ್ದು, ಮೌಲ್ಯಮಾಪನದಲ್ಲಿ ಲೋಪವಾಗಿರುವ ಶಂಕೆ ಇದೆ. ಈ ಬಗ್ಗೆ ಸಿಂಡಿಕೇಟ್ ಸಭೆಯಲ್ಲಿ ಸಮಗ್ರವಾಗಿ ಚರ್ಚಿಸಲಾಗುವುದು ಎಂದರು. ಮೈಕಲ್ ಕಾಲೇಜಿನಲ್ಲಿ ಪತ್ರಕರ್ತರೊಂದಿಗೆ ಮಾತನಾಡಿದ ಅವರು, ವಿಶ್ವವಿದ್ಯಾಲಯದ ವ್ಯಾಪ್ತಿಯ ನರ್ಸಿಂಗ್ ಕಾಲೇಜುಗಳಲ್ಲಿ ಪರೀಕ್ಷಾ ಫಲಿತಾಂಶ ಕುಸಿದಿದ್ದು, ಮೌಲ್ಯಮಾಪನದಲ್ಲಿ ಲೋಪವಾಗಿರುವ ಶಂಕೆ ಇದೆ. ಈ ಬಗ್ಗೆ ಸಿಂಡಿಕೇಟ್ ಸಭೆಯಲ್ಲಿ ಸಮಗ್ರವಾಗಿ ಚರ್ಚಿಸಲಾಗುವುದು ಎಂದರು. ಮೈಕಲ್ ಕಾಲೇಜಿನಲ್ಲಿ ಪತ್ರಕರ್ತರೊಂದಿಗೆ ಮಾತನಾಡಿದ ಅವರು, ವಿಶ್ವವಿದ್ಯಾಲಯದ ವ್ಯಾಪ್ತಿಯ ನರ್ಸಿಂಗ್ ಕಾಲೇಜುಗಳಲ್ಲಿ ಪರೀಕ್ಷಾ ಫಲಿತಾಂಶ ಕುಸಿದಿದ್ದು, ಮೌಲ್ಯಮಾಪನದಲ್ಲಿ ಲೋಪವಾಗಿರುವ ಶಂಕೆ ಇದೆ. ಈ ಬಗ್ಗೆ ಸಿಂಡಿಕೇಟ್ ಸಭೆಯಲ್ಲಿ ಸಮಗ್ರವಾಗಿ ಚರ್ಚಿಸಲಾಗುವುದು ಎಂದರು.: [354, 127, 478, 360]
column-rule: [739, 185, 740, 645]
shiva-yoga-col3-text: ದೇವಾಲಯದ ಆವರಣದಲ್ಲಿ ನಡೆದ ಕಾರ್ಯಕ್ರಮದಲ್ಲಿ ಶ್ರೀರಮಣಾನಂದ ಸ್ವಾಮೀಜಿ, ಯೋಗ ಶಿಕ್ಷಕರು ಹಾಗೂ ನೂರಾರು ಸಾಧಕರು ಭಾಗವಹಿಸಿದ್ದರು. ದೇವಾಲಯದ ಆವರಣದಲ್ಲಿ ನಡೆದ ಕಾರ್ಯಕ್ರಮದಲ್ಲಿ ಶ್ರೀರಮಣಾನಂದ ಸ್ವಾಮೀಜಿ, ಯೋಗ ಶಿಕ್ಷಕರು ಹಾಗೂ ನೂರಾರು ಸಾಧಕರು ಭಾಗವಹಿಸಿದ್ದರು.: [742, 862, 866, 920]
item-lead: ೧) ಹಣದುಬ್ಬರ:: [702, 264, 733, 284]
banner-title: ಕೋಲಾರ ಪತ್ರಿಕೆ ಸುವರ್ಣ ಸಂಭ್ರಮ ವರ್ಷ: [360, 38, 524, 53]
shiva-yoga-col2: [614, 862, 736, 976]
nursing-headline-line1: ನರ್ಸಿಂಗ್ ವಿದ್ಯಾರ್ಥಿಗಳ ಉತ್ತರ ಪತ್ರಿಕೆ ಮರು ಮೌಲ್ಯಮಾಪನ:: [111, 69, 451, 89]
antaragange-col2: [606, 1184, 720, 1320]
column-rule: [222, 127, 223, 503]
kotilinga-deity-photo: [222, 906, 340, 1002]
kotilinga-col2-text: ಗಂಟೆಯಿಂದಲೇ ಸಾವಿರಾರು ಭಕ್ತರು ದೇವಾಲಯಕ್ಕೆ ಆಗಮಿಸಿ ಶಿವಲಿಂಗಕ್ಕೆ ವಿಶೇಷ ಅಭಿಷೇಕ ನೆರವೇರಿಸಿ ದರ್ಶನ ಪಡೆದರು.: [218, 1006, 340, 1035]
gauri-headline-line1: ಮಹಾಶಿವರಾತ್ರಿಯ ಪ್ರಯುಕ್ತ: [162, 1073, 288, 1089]
item-text: ವಿವಿಧ ದೇಶಗಳ ನಡುವಿನ ವ್ಯಾಪಾರ ಒಪ್ಪಂದಗಳು ಹಾಗೂ ಯುದ್ಧದಂತಹ ವಿದ್ಯಮಾನಗಳು ವಿನಿಮಯ ದರವನ್ನು ನಿರ್ಧರಿಸುತ್ತವೆ.: [744, 347, 863, 386]
item-text: ಆಮದು ರಫ್ತು ವಹಿವಾಟಿನ ಕೊರತೆ ಹೆಚ್ಚಾದಷ್ಟೂ ಕರೆನ್ಸಿ ಮೌಲ್ಯ ಕುಸಿಯುತ್ತದೆ.: [744, 325, 863, 345]
item-lead: ೯) ಟ್ರಾವೆಲ್ ದರ:: [744, 389, 793, 399]
item-lead: ೩) ಅಧಿಕ ಹಿಂಜರಿತ:: [618, 377, 669, 387]
header-inner: [81, 33, 863, 59]
wealth-right-item: [744, 283, 863, 322]
edition-label: ತೃತೀಯ ಪುಟ: [92, 38, 145, 53]
wealth-right-item: [744, 261, 863, 280]
pen-icon: ✍: [630, 112, 642, 122]
wealth-right-item: [744, 325, 863, 344]
golden-jubilee-seal: [618, 218, 698, 298]
kolar-dev-col1: [88, 580, 194, 844]
item-lead: ೭) ಸರಕು ಸಾಲಗಳು:: [744, 325, 796, 335]
wealth-article-box: [486, 150, 868, 652]
wealth-mid-continuation: [618, 419, 734, 477]
